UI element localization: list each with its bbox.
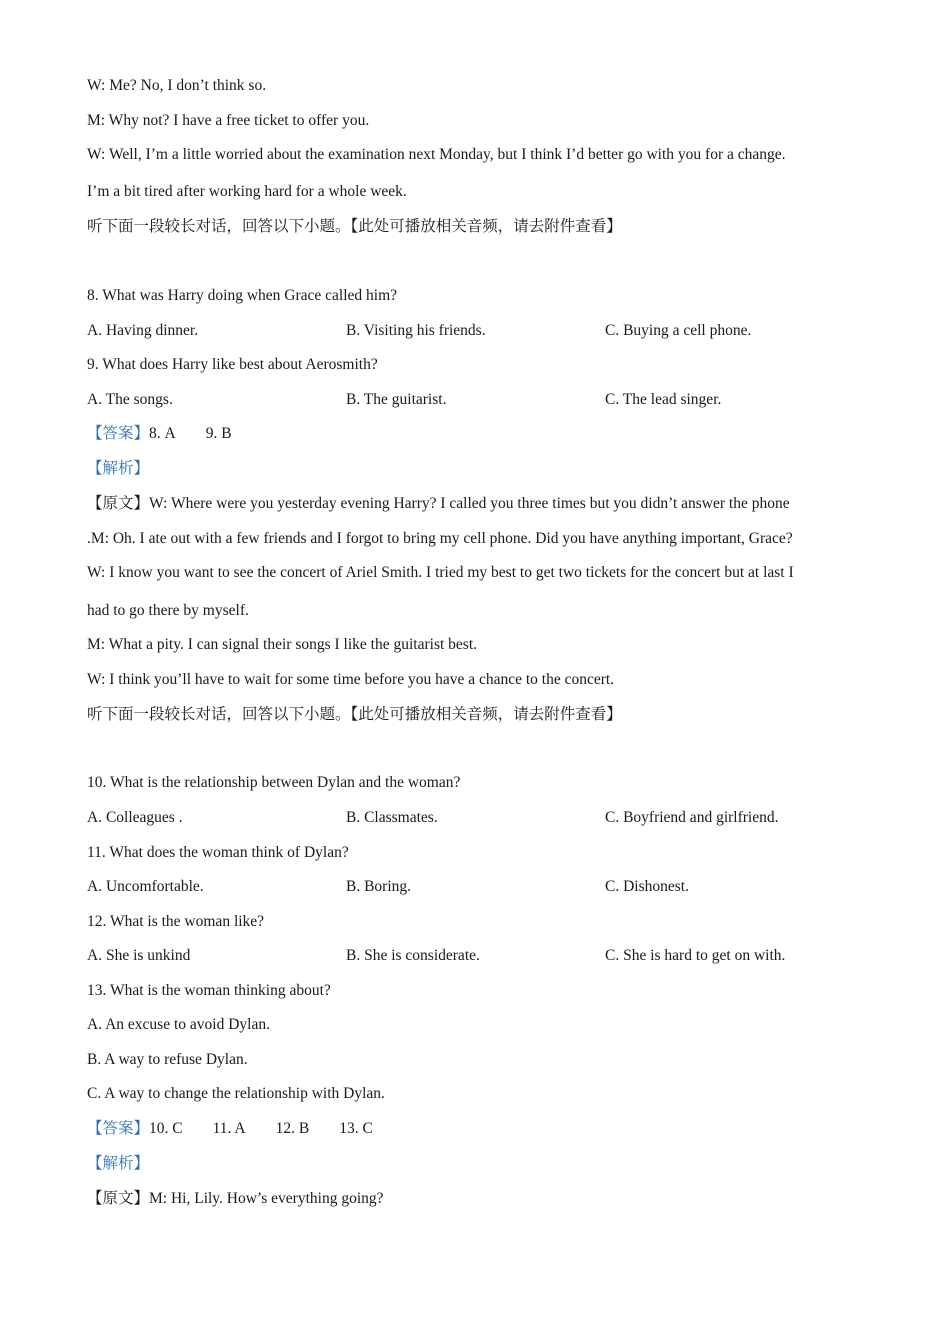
q8-option-a: A. Having dinner.: [87, 322, 199, 339]
transcript-line: W: I know you want to see the concert of Ariel Smith. I tried my best to get two tickets for the concert but at last I: [87, 564, 794, 581]
q12-option-a: A. She is unkind: [87, 947, 191, 964]
q11-option-b: B. Boring.: [346, 878, 412, 895]
q9-option-c: C. The lead singer.: [605, 391, 722, 408]
transcript-line: [87, 494, 790, 514]
listening-instruction: 听下面一段较长对话，回答以下小题。【此处可播放相关音频，请去附件查看】: [87, 218, 622, 235]
q10-option-c: C. Boyfriend and girlfriend.: [605, 809, 779, 826]
answer-item: 9. B: [205, 425, 232, 442]
q13-option-c: C. A way to change the relationship with Dylan.: [87, 1085, 385, 1102]
transcript-text: W: Where were you yesterday evening Harry? I called you three times but you didn’t answer the phone: [149, 495, 790, 512]
q10-option-b: B. Classmates.: [346, 809, 438, 826]
q12-option-c: C. She is hard to get on with.: [605, 947, 786, 964]
q10-option-a: A. Colleagues .: [87, 809, 183, 826]
answer-item: 12. B: [275, 1120, 310, 1137]
q11-option-c: C. Dishonest.: [605, 878, 689, 895]
answer-item: 13. C: [339, 1120, 373, 1137]
question-12: 12. What is the woman like?: [87, 913, 265, 930]
q8-option-c: C. Buying a cell phone.: [605, 322, 752, 339]
question-8: 8. What was Harry doing when Grace called him?: [87, 287, 398, 304]
answer-item: 11. A: [212, 1120, 246, 1137]
transcript-tag: 【原文】: [87, 495, 150, 512]
listening-instruction: 听下面一段较长对话，回答以下小题。【此处可播放相关音频，请去附件查看】: [87, 706, 622, 723]
answer-block: [87, 424, 232, 444]
dialogue-line: I’m a bit tired after working hard for a whole week.: [87, 183, 407, 200]
question-10: 10. What is the relationship between Dylan and the woman?: [87, 774, 461, 791]
transcript-line: .M: Oh. I ate out with a few friends and I forgot to bring my cell phone. Did you have anything important, Grace?: [87, 530, 793, 547]
transcript-text: M: Hi, Lily. How’s everything going?: [149, 1190, 384, 1207]
question-13: 13. What is the woman thinking about?: [87, 982, 331, 999]
transcript-line: M: What a pity. I can signal their songs I like the guitarist best.: [87, 636, 478, 653]
q8-option-b: B. Visiting his friends.: [346, 322, 486, 339]
q9-option-a: A. The songs.: [87, 391, 173, 408]
transcript-line: had to go there by myself.: [87, 602, 249, 619]
analysis-heading: [87, 459, 149, 479]
answer-block: [87, 1119, 373, 1139]
dialogue-line: M: Why not? I have a free ticket to offer you.: [87, 112, 370, 129]
analysis-tag: 【解析】: [87, 1155, 150, 1172]
answer-item: 8. A: [149, 425, 176, 442]
transcript-line: [87, 1189, 384, 1209]
transcript-line: W: I think you’ll have to wait for some time before you have a chance to the concert.: [87, 671, 615, 688]
analysis-heading: [87, 1154, 149, 1174]
answer-tag: 【答案】: [87, 425, 150, 442]
q11-option-a: A. Uncomfortable.: [87, 878, 204, 895]
q9-option-b: B. The guitarist.: [346, 391, 447, 408]
transcript-tag: 【原文】: [87, 1190, 150, 1207]
dialogue-line: W: Well, I’m a little worried about the examination next Monday, but I think I’d better go with you for a change.: [87, 146, 786, 163]
dialogue-line: W: Me? No, I don’t think so.: [87, 77, 267, 94]
q13-option-b: B. A way to refuse Dylan.: [87, 1051, 248, 1068]
question-9: 9. What does Harry like best about Aerosmith?: [87, 356, 378, 373]
question-11: 11. What does the woman think of Dylan?: [87, 844, 349, 861]
q13-option-a: A. An excuse to avoid Dylan.: [87, 1016, 270, 1033]
answer-tag: 【答案】: [87, 1120, 150, 1137]
analysis-tag: 【解析】: [87, 460, 150, 477]
answer-item: 10. C: [149, 1120, 183, 1137]
q12-option-b: B. She is considerate.: [346, 947, 480, 964]
